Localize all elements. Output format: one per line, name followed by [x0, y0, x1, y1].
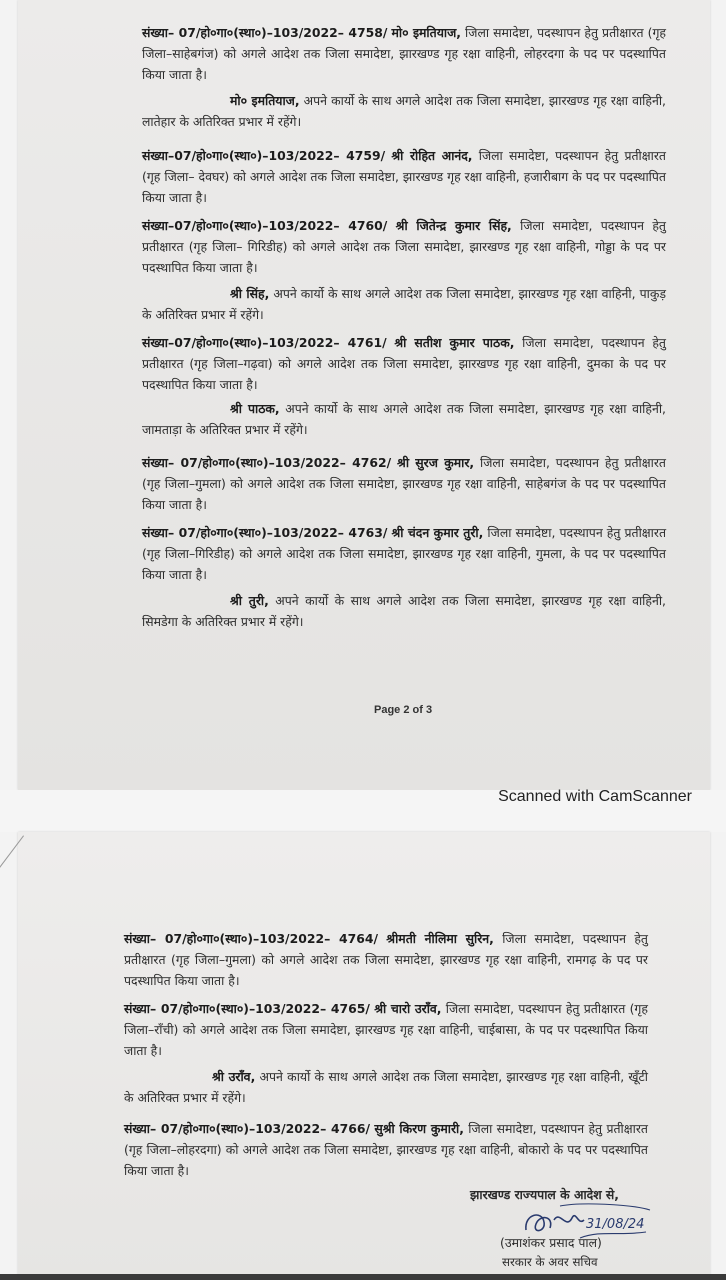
signature-date: 31/08/24 [586, 1217, 645, 1232]
officer-short-name: श्री पाठक, [230, 401, 280, 416]
officer-name: श्री सतीश कुमार पाठक, [394, 335, 515, 350]
additional-charge-paragraph [142, 90, 666, 132]
order-paragraph [142, 215, 666, 278]
additional-charge-text: अपने कार्यो के साथ अगले आदेश तक जिला समादेष्टा, झारखण्ड गृह रक्षा वाहिनी, लातेहार के अतिरिक्त प्रभार में रहेंगे। [142, 93, 666, 129]
officer-name: श्री चंदन कुमार तुरी, [391, 525, 484, 540]
additional-charge-paragraph [142, 398, 666, 440]
page-number: Page 2 of 3 [374, 704, 433, 716]
order-text: जिला समादेष्टा, पदस्थापन हेतु प्रतीक्षारत (गृह जिला–साहेबगंज) को अगले आदेश तक जिला समादेष्टा, झारखण्ड गृह रक्षा वाहिनी, लोहरदगा के पद पर पदस्थापित किया जाता है। [142, 25, 667, 82]
officer-name: श्री रोहित आनंद, [391, 148, 473, 163]
cut-off-next-line [0, 1274, 726, 1280]
officer-name: मो० इमतियाज, [391, 25, 462, 40]
order-number: संख्या– 07/हो०गा०(स्था०)–103/2022– 4765/ [124, 1001, 370, 1016]
additional-charge-text: अपने कार्यो के साथ अगले आदेश तक जिला समादेष्टा, झारखण्ड गृह रक्षा वाहिनी, खूँटी के अतिरिक्त प्रभार में रहेंगे। [124, 1069, 648, 1105]
order-paragraph [142, 522, 666, 585]
order-text: जिला समादेष्टा, पदस्थापन हेतु प्रतीक्षारत (गृह जिला–गढ़वा) को अगले आदेश तक जिला समादेष्टा, झारखण्ड गृह रक्षा वाहिनी, दुमका के पद पर पदस्थापित किया जाता है। [142, 335, 666, 392]
additional-charge-text: अपने कार्यो के साथ अगले आदेश तक जिला समादेष्टा, झारखण्ड गृह रक्षा वाहिनी, सिमडेगा के अतिरिक्त प्रभार में रहेंगे। [142, 593, 666, 629]
order-number: संख्या– 07/हो०गा०(स्था०)–103/2022– 4766/ [124, 1121, 370, 1136]
officer-short-name: मो० इमतियाज, [230, 93, 300, 108]
order-text: जिला समादेष्टा, पदस्थापन हेतु प्रतीक्षारत (गृह जिला– गिरिडीह) को अगले आदेश तक जिला समादेष्टा, झारखण्ड गृह रक्षा वाहिनी, गोड्डा के पद पर पदस्थापित किया जाता है। [142, 218, 666, 275]
officer-short-name: श्री सिंह, [230, 286, 270, 301]
order-paragraph [142, 22, 666, 85]
scanned-page-1 [18, 0, 710, 790]
order-text: जिला समादेष्टा, पदस्थापन हेतु प्रतीक्षारत (गृह जिला–राँची) को अगले आदेश तक जिला समादेष्टा, झारखण्ड गृह रक्षा वाहिनी, चाईबासा, के पद पर पदस्थापित किया जाता है। [124, 1001, 648, 1058]
officer-name: श्री सुरज कुमार, [397, 455, 475, 470]
officer-name: श्रीमती नीलिमा सुरिन, [386, 931, 494, 946]
order-paragraph [124, 1118, 648, 1181]
order-text: जिला समादेष्टा, पदस्थापन हेतु प्रतीक्षारत (गृह जिला–गुमला) को अगले आदेश तक जिला समादेष्टा, झारखण्ड गृह रक्षा वाहिनी, साहेबगंज के पद पर पदस्थापित किया जाता है। [142, 455, 666, 512]
order-number: संख्या– 07/हो०गा०(स्था०)–103/2022– 4764/ [124, 931, 378, 946]
camscanner-watermark: Scanned with CamScanner [498, 788, 692, 805]
signatory-name: (उमाशंकर प्रसाद पाल) [500, 1235, 602, 1250]
officer-name: श्री चारो उराँव, [374, 1001, 442, 1016]
order-number: संख्या–07/हो०गा०(स्था०)–103/2022– 4759/ [142, 148, 386, 163]
order-text: जिला समादेष्टा, पदस्थापन हेतु प्रतीक्षारत (गृह जिला–गिरिडीह) को अगले आदेश तक जिला समादेष्टा, झारखण्ड गृह रक्षा वाहिनी, गुमला, के पद पर पदस्थापित किया जाता है। [142, 525, 667, 582]
order-text: जिला समादेष्टा, पदस्थापन हेतु प्रतीक्षारत (गृह जिला– देवघर) को अगले आदेश तक जिला समादेष्टा, झारखण्ड गृह रक्षा वाहिनी, हजारीबाग के पद पर पदस्थापित किया जाता है। [142, 148, 666, 205]
order-number: संख्या–07/हो०गा०(स्था०)–103/2022– 4760/ [142, 218, 388, 233]
officer-name: श्री जितेन्द्र कुमार सिंह, [395, 218, 512, 233]
order-number: संख्या–07/हो०गा०(स्था०)–103/2022– 4761/ [142, 335, 387, 350]
order-paragraph [124, 928, 648, 991]
order-paragraph [124, 998, 648, 1061]
officer-short-name: श्री उराँव, [212, 1069, 256, 1084]
additional-charge-paragraph [124, 1066, 648, 1108]
order-number: संख्या– 07/हो०गा०(स्था०)–103/2022– 4758/ [142, 25, 388, 40]
order-text: जिला समादेष्टा, पदस्थापन हेतु प्रतीक्षारत (गृह जिला–लोहरदगा) को अगले आदेश तक जिला समादेष्टा, झारखण्ड गृह रक्षा वाहिनी, बोकारो के पद पर पदस्थापित किया जाता है। [124, 1121, 648, 1178]
signatory-designation: सरकार के अवर सचिव [502, 1255, 598, 1269]
order-number: संख्या– 07/हो०गा०(स्था०)–103/2022– 4763/ [142, 525, 388, 540]
officer-short-name: श्री तुरी, [230, 593, 269, 608]
additional-charge-text: अपने कार्यो के साथ अगले आदेश तक जिला समादेष्टा, झारखण्ड गृह रक्षा वाहिनी, पाकुड़ के अतिरिक्त प्रभार में रहेंगे। [142, 286, 666, 322]
order-paragraph [142, 145, 666, 208]
additional-charge-paragraph [142, 590, 666, 632]
additional-charge-paragraph [142, 283, 666, 325]
officer-name: सुश्री किरण कुमारी, [374, 1121, 464, 1136]
order-paragraph [142, 452, 666, 515]
order-text: जिला समादेष्टा, पदस्थापन हेतु प्रतीक्षारत (गृह जिला–गुमला) को अगले आदेश तक जिला समादेष्टा, झारखण्ड गृह रक्षा वाहिनी, रामगढ़ के पद पर पदस्थापित किया जाता है। [124, 931, 648, 988]
additional-charge-text: अपने कार्यो के साथ अगले आदेश तक जिला समादेष्टा, झारखण्ड गृह रक्षा वाहिनी, जामताड़ा के अतिरिक्त प्रभार में रहेंगे। [142, 401, 666, 437]
governor-order-line: झारखण्ड राज्यपाल के आदेश से, [470, 1187, 620, 1202]
order-paragraph [142, 332, 666, 395]
order-number: संख्या– 07/हो०गा०(स्था०)–103/2022– 4762/ [142, 455, 392, 470]
